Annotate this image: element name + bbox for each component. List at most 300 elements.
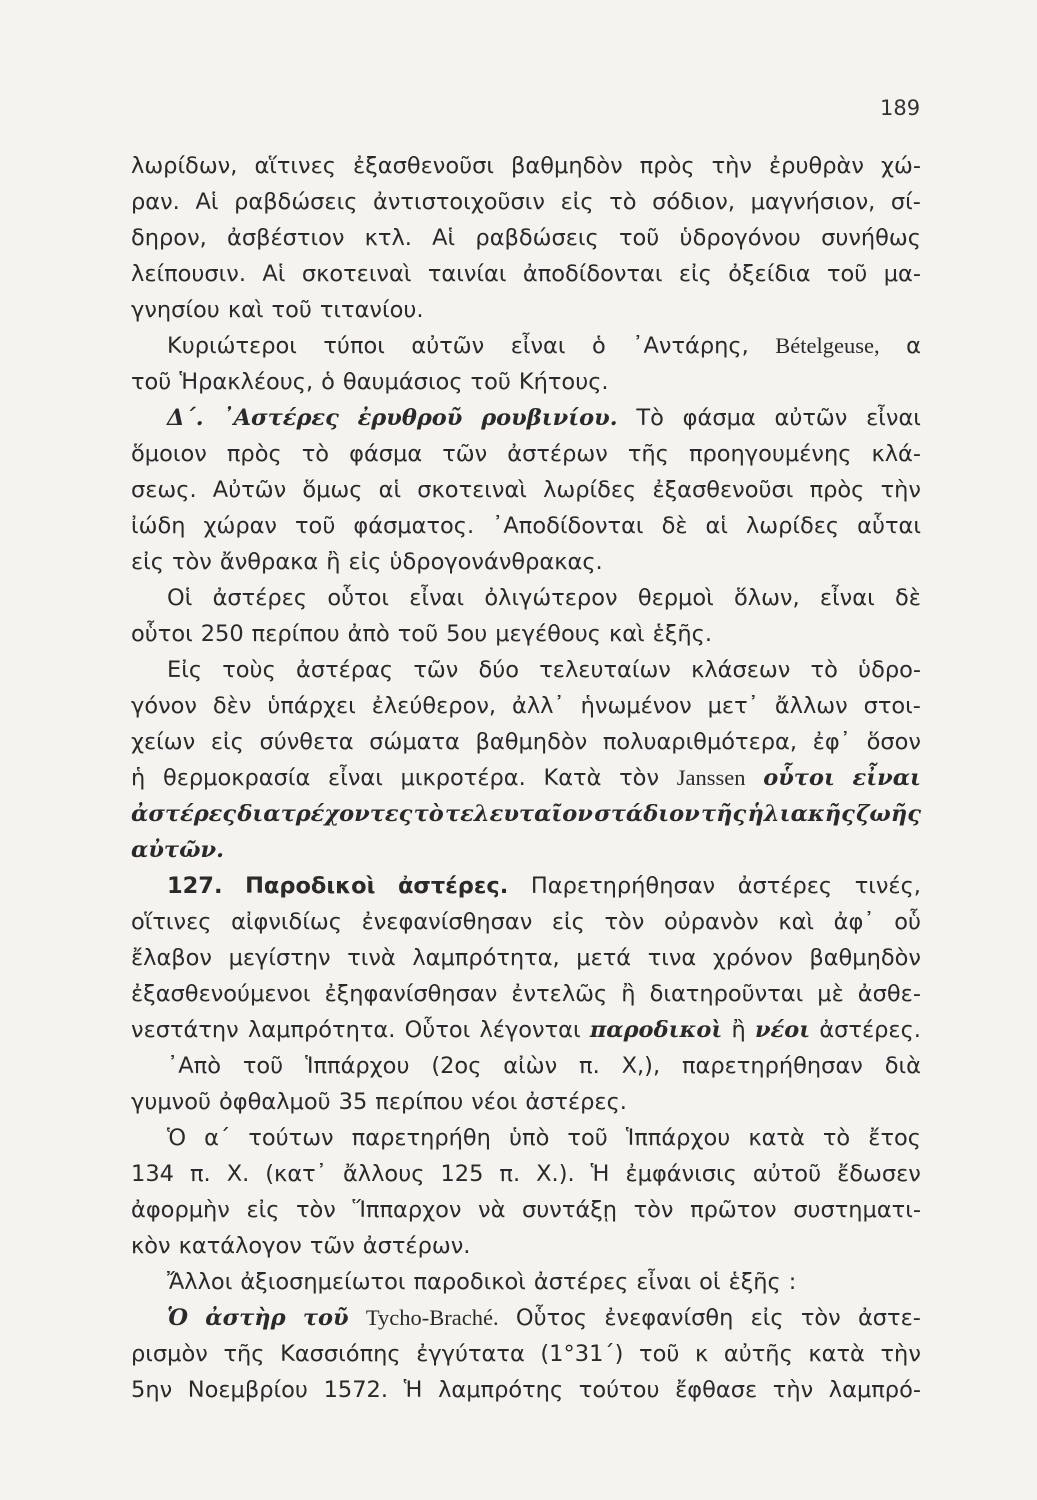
word: ὑδρο- [858, 657, 921, 683]
word: δύο [478, 657, 520, 683]
word: ὑπὸ [509, 1125, 550, 1151]
text-line [131, 832, 921, 868]
word: μετά [576, 945, 632, 971]
word: εἰς [678, 261, 712, 287]
word: ἀστέρων [507, 441, 608, 467]
word: 250 [200, 621, 244, 647]
word: αὗται [857, 513, 921, 539]
word: λαμπρότης [438, 1377, 564, 1403]
word: εἶναι [409, 585, 465, 611]
text-line [131, 652, 921, 688]
word: (1°31΄) [540, 1341, 624, 1367]
word: ἢ [731, 1017, 746, 1043]
word: τὴν [880, 1341, 921, 1367]
word: ὅμοιον [131, 441, 207, 467]
word: αἵτινες [254, 153, 336, 179]
word: τῆς [627, 441, 669, 467]
word: λωρίδες [543, 477, 637, 503]
word: καὶ [778, 909, 815, 935]
word: δηρον, [131, 225, 207, 251]
word: ἀστέρες. [525, 1089, 627, 1115]
word: μὲ [817, 981, 844, 1007]
word: Ἵππαρχον [352, 1197, 462, 1223]
word: λέγονται [479, 1017, 581, 1043]
word: π. [189, 1161, 211, 1187]
word: παροδικοὶ [413, 1269, 526, 1295]
word: τὴν [880, 477, 921, 503]
word: κατὰ [748, 1125, 805, 1151]
word: πολυαριθμότερα, [602, 729, 798, 755]
text-line [131, 760, 921, 796]
word: περίπου [251, 621, 340, 647]
text-line [131, 580, 921, 616]
word: τοῦ [242, 1053, 284, 1079]
word: ἡνωμένον [580, 693, 692, 719]
word: αὐτῆς [723, 1341, 793, 1367]
word: εἰς [750, 1305, 784, 1331]
word: ἢ [621, 981, 636, 1007]
word: φάσμα [349, 441, 423, 467]
word: ἔλαβον [131, 945, 213, 971]
word: τὸν [171, 549, 212, 575]
word: τοὺς [222, 657, 276, 683]
word: Ἡ [403, 1377, 423, 1403]
word: ὁ [321, 369, 335, 395]
word: κατάλογον [178, 1233, 302, 1259]
word: ἰώδη [131, 513, 186, 539]
word: τινές, [854, 873, 921, 899]
word: τούτου [578, 1377, 660, 1403]
text-line [131, 1300, 921, 1336]
word: ὅμως [302, 477, 363, 503]
word: μεγέθους [495, 621, 601, 647]
word: παροδικοὶ [589, 1017, 723, 1043]
word: λαμπρό- [828, 1377, 921, 1403]
word: ρισμὸν [131, 1341, 208, 1367]
word: ἀστέρων. [362, 1233, 471, 1259]
word: ζωῆς [856, 801, 921, 827]
word: εἶναι [328, 765, 383, 791]
word: ἀλλ᾿ [511, 693, 565, 719]
word: εἰς [551, 909, 585, 935]
word: λωρίδες [745, 513, 840, 539]
word: ἄλλους [342, 1161, 425, 1187]
word: ἀπὸ [347, 621, 390, 647]
word: τῆς [701, 801, 747, 827]
word: τὸ [609, 189, 637, 215]
word: οὗτοι [327, 585, 390, 611]
word: ἐγγύτατα [416, 1341, 525, 1367]
word: τὸν [800, 1305, 841, 1331]
word: Ἱππάρχου [625, 1125, 731, 1151]
word: τούτων [248, 1125, 334, 1151]
text-line [131, 1264, 921, 1300]
word: κὸν [131, 1233, 171, 1259]
word: Τὸ [636, 405, 664, 431]
word: ἐρυθρὰν [769, 153, 864, 179]
text-line [131, 220, 921, 256]
word: αἱ [705, 513, 728, 539]
word: 125 [440, 1161, 484, 1187]
word: Κατὰ [543, 765, 602, 791]
word: Tycho-Braché. [365, 1305, 499, 1330]
word: διὰ [884, 1053, 921, 1079]
word: ἄλλων [774, 693, 848, 719]
body-text [131, 148, 921, 1408]
word: Χ. [226, 1161, 250, 1187]
text-line [131, 184, 921, 220]
word: μεγίστην [228, 945, 331, 971]
word: μετ᾿ [707, 693, 759, 719]
word: αὐτοῦ [752, 1161, 822, 1187]
word: ἀποδίδονται [522, 261, 663, 287]
text-line [131, 1048, 921, 1084]
word: κ [695, 1341, 709, 1367]
word: σύνθετα [259, 729, 354, 755]
word: : [788, 1269, 797, 1295]
word: σκοτειναὶ [417, 477, 527, 503]
text-line [131, 472, 921, 508]
word: βαθμηδὸν [809, 945, 921, 971]
text-line [131, 724, 921, 760]
word: ἀστὴρ [205, 1305, 286, 1331]
word: γόνον [131, 693, 197, 719]
word: Παρετηρήθησαν [530, 873, 716, 899]
word: κατὰ [808, 1341, 865, 1367]
word: εἶναι [852, 765, 921, 791]
text-line [131, 1084, 921, 1120]
word: Οἱ [167, 585, 193, 611]
word: ὅσον [866, 729, 921, 755]
word: ᾿Αντάρης, [632, 333, 749, 359]
word: ταινίαι [427, 261, 507, 287]
word: Κυριώτεροι [167, 333, 297, 359]
word: οὐρανὸν [663, 909, 759, 935]
word: ὀξείδια [728, 261, 811, 287]
word: Ἡρακλέους, [179, 369, 314, 395]
word: οὗτοι [131, 621, 193, 647]
word: Αἱ [432, 225, 456, 251]
word: Κήτους. [518, 369, 609, 395]
word: Janssen [676, 765, 746, 790]
word: ἀσθε- [857, 981, 921, 1007]
text-line [131, 616, 921, 652]
word: τὸ [301, 441, 330, 467]
word: πρὸς [639, 153, 695, 179]
word: οὗτοι [763, 765, 835, 791]
word: ἢ [326, 549, 341, 575]
word: αἱ [378, 477, 402, 503]
word: τελευταῖον [445, 801, 593, 827]
word: ἐξασθενούμενοι [131, 981, 311, 1007]
word: εἶναι [510, 333, 566, 359]
word: σί- [890, 189, 921, 215]
word: μαγνήσιον, [750, 189, 876, 215]
text-line [131, 940, 921, 976]
word: ἐξηφανίσθησαν [324, 981, 498, 1007]
word: λαμπρότητα. [247, 1017, 396, 1043]
word: φάσμα [682, 405, 756, 431]
word: α [906, 333, 921, 359]
word: χώραν [203, 513, 278, 539]
word: νεστάτην [131, 1017, 239, 1043]
word: βαθμηδὸν [511, 153, 623, 179]
word: ἄνθρακα [219, 549, 319, 575]
word: εἰς [210, 729, 244, 755]
word: ἐλεύθερον, [371, 693, 497, 719]
word: τοῦ [295, 513, 336, 539]
word: ἀστέρες [131, 801, 237, 827]
word: καὶ [227, 297, 264, 323]
word: τὸν [619, 765, 660, 791]
word: κτλ. [364, 225, 412, 251]
word: τοῦ [567, 1125, 608, 1151]
word: κλά- [871, 441, 921, 467]
word: Εἰς [167, 657, 203, 683]
word: ἀφ᾿ [833, 909, 875, 935]
word: ὀφθαλμοῦ [219, 1089, 331, 1115]
word: ὑδρογονάνθρακας. [389, 549, 603, 575]
word: σκοτειναὶ [301, 261, 412, 287]
word: τινα [647, 945, 697, 971]
word: οἱ [699, 1269, 721, 1295]
word: φάσματος. [353, 513, 475, 539]
word: τοῦ [639, 1341, 680, 1367]
word: εἶναι [866, 405, 921, 431]
word: τοῦ [826, 261, 868, 287]
word: ἀστέρες [737, 873, 833, 899]
word: λωρίδων, [131, 153, 238, 179]
word: αἰφνιδίως [231, 909, 342, 935]
word: ἀστέρες. [397, 873, 509, 899]
word: περίπου [375, 1089, 464, 1115]
word: ὅλων, [733, 585, 800, 611]
word: Ὁ [167, 1125, 187, 1151]
text-line [131, 544, 921, 580]
word: θερμοὶ [637, 585, 714, 611]
word: Αἱ [195, 189, 219, 215]
text-line [131, 1192, 921, 1228]
word: εἶναι [636, 1269, 692, 1295]
word: ἔδωσεν [837, 1161, 921, 1187]
word: τοῦ [131, 369, 172, 395]
text-line [131, 292, 921, 328]
word: δὲν [212, 693, 252, 719]
word: προηγουμένης [688, 441, 852, 467]
word: χρόνον [712, 945, 793, 971]
word: Ἡ [590, 1161, 610, 1187]
text-line [131, 328, 921, 364]
word: τὸ [810, 657, 838, 683]
word: κλάσεων [691, 657, 791, 683]
word: πρῶτον [690, 1197, 777, 1223]
word: τύποι [323, 333, 385, 359]
text-line [131, 904, 921, 940]
word: ᾿Απὸ [167, 1053, 221, 1079]
word: πρὸς [226, 441, 282, 467]
word: τοῦ [397, 621, 439, 647]
word: Κασσιόπης [280, 1341, 401, 1367]
word: ἐρυθροῦ [357, 405, 463, 431]
word: ᾿Αποδίδονται [492, 513, 644, 539]
text-line [131, 1156, 921, 1192]
word: τῆς [223, 1341, 265, 1367]
word: παρετηρήθησαν [681, 1053, 863, 1079]
word: 134 [131, 1161, 174, 1187]
word: Δ΄. [167, 405, 204, 431]
word: τὸν [295, 1197, 336, 1223]
word: ἡλιακῆς [747, 801, 855, 827]
word: νὰ [478, 1197, 506, 1223]
word: ἀστέρες [212, 585, 308, 611]
word: τὸν [604, 909, 645, 935]
word: ἐξασθενοῦσι [652, 477, 794, 503]
word: ὀλιγώτερον [484, 585, 618, 611]
text-line [131, 436, 921, 472]
word: Παροδικοὶ [245, 873, 376, 899]
word: τοῦ [618, 225, 660, 251]
word: τὴν [711, 153, 752, 179]
word: ὑδρογόνου [679, 225, 801, 251]
word: αἰὼν [503, 1053, 558, 1079]
word: ἐμφάνισις [625, 1161, 737, 1187]
text-line [131, 1372, 921, 1408]
word: π. [579, 1053, 600, 1079]
text-line [131, 148, 921, 184]
word: εἰς [131, 549, 164, 575]
word: μικροτέρα. [400, 765, 526, 791]
word: τὸ [413, 801, 444, 827]
word: σόδιον, [652, 189, 736, 215]
word: τινὰ [347, 945, 396, 971]
word: τῶν [413, 657, 459, 683]
word: θαυμάσιος [342, 369, 463, 395]
word: ἐνεφανίσθησαν [361, 909, 533, 935]
word: ραβδώσεις [475, 225, 599, 251]
word: ραβδώσεις [234, 189, 358, 215]
text-line [131, 688, 921, 724]
word: εἰς [246, 1197, 280, 1223]
word: Ὁ [167, 1305, 189, 1331]
word: Οὗτος [515, 1305, 588, 1331]
word: λείπουσιν. [131, 261, 247, 287]
text-line [131, 868, 921, 904]
word: ἑξῆς [728, 1269, 781, 1295]
word: καὶ [608, 621, 645, 647]
word: τὸ [822, 1125, 851, 1151]
word: 5ου [446, 621, 488, 647]
text-line [131, 1336, 921, 1372]
word: τοῦ [302, 1305, 349, 1331]
word: τὴν [772, 1377, 814, 1403]
word: νέοι [754, 1017, 811, 1043]
text-line [131, 400, 921, 436]
word: συστηματι- [793, 1197, 921, 1223]
word: Χ,), [621, 1053, 661, 1079]
text-line [131, 1012, 921, 1048]
word: παρετηρήθη [351, 1125, 491, 1151]
word: τῶν [442, 441, 488, 467]
word: οἵτινες [131, 909, 212, 935]
word: 35 [338, 1089, 368, 1115]
text-line [131, 976, 921, 1012]
text-line [131, 1120, 921, 1156]
text-line [131, 796, 921, 832]
word: ἔτος [868, 1125, 921, 1151]
word: Ἱππάρχου [305, 1053, 410, 1079]
word: ὑπάρχει [267, 693, 356, 719]
word: ὁ [592, 333, 606, 359]
word: θερμοκρασία [162, 765, 311, 791]
text-line [131, 256, 921, 292]
word: ἀντιστοιχοῦσιν [373, 189, 545, 215]
word: πρὸς [809, 477, 865, 503]
word: συνήθως [821, 225, 921, 251]
word: Ἄλλοι [167, 1269, 233, 1295]
word: Χ.). [536, 1161, 575, 1187]
word: ἀστέρες. [819, 1017, 921, 1043]
word: μα- [883, 261, 921, 287]
word: τοῦ [271, 297, 312, 323]
word: στοι- [863, 693, 921, 719]
word: εἰς [348, 549, 382, 575]
word: Bételgeuse, [775, 333, 880, 358]
word: 1572. [323, 1377, 388, 1403]
word: δὲ [661, 513, 688, 539]
word: τῶν [309, 1233, 355, 1259]
word: τοῦ [470, 369, 511, 395]
word: δὲ [894, 585, 921, 611]
word: οὗ [894, 909, 921, 935]
word: ἀξιοσημείωτοι [240, 1269, 406, 1295]
word: (2ος [431, 1053, 482, 1079]
text-line [131, 364, 921, 400]
word: ἀστέρας [296, 657, 394, 683]
word: ἀσβέστιον [227, 225, 345, 251]
word: ἡ [131, 765, 146, 791]
word: Οὗτοι [404, 1017, 471, 1043]
word: λαμπρότητα, [412, 945, 560, 971]
text-line [131, 508, 921, 544]
word: τελευταίων [539, 657, 671, 683]
word: σώματα [369, 729, 460, 755]
word: αὐτῶν [774, 405, 848, 431]
word: χώ- [880, 153, 921, 179]
word: γυμνοῦ [131, 1089, 212, 1115]
word: σεως. [131, 477, 197, 503]
text-line [131, 1228, 921, 1264]
word: ἐνεφανίσθη [604, 1305, 734, 1331]
word: Νοεμβρίου [187, 1377, 308, 1403]
word: αὐτῶν. [131, 837, 224, 863]
word: ᾿Αστέρες [222, 405, 339, 431]
word: α΄ [204, 1125, 231, 1151]
word: αὐτῶν [411, 333, 485, 359]
word: ρουβινίου. [481, 405, 618, 431]
word: βαθμηδὸν [475, 729, 588, 755]
word: ἔφθασε [675, 1377, 758, 1403]
word: ἐφ᾿ [812, 729, 851, 755]
word: τιτανίου. [319, 297, 424, 323]
word: στάδιον [594, 801, 700, 827]
word: διατρέχοντες [237, 801, 413, 827]
word: ἐξασθενοῦσι [353, 153, 494, 179]
word: εἰς [560, 189, 594, 215]
word: ἀστε- [857, 1305, 921, 1331]
word: ραν. [131, 189, 180, 215]
word: τὸν [633, 1197, 674, 1223]
word: ἑξῆς. [652, 621, 712, 647]
